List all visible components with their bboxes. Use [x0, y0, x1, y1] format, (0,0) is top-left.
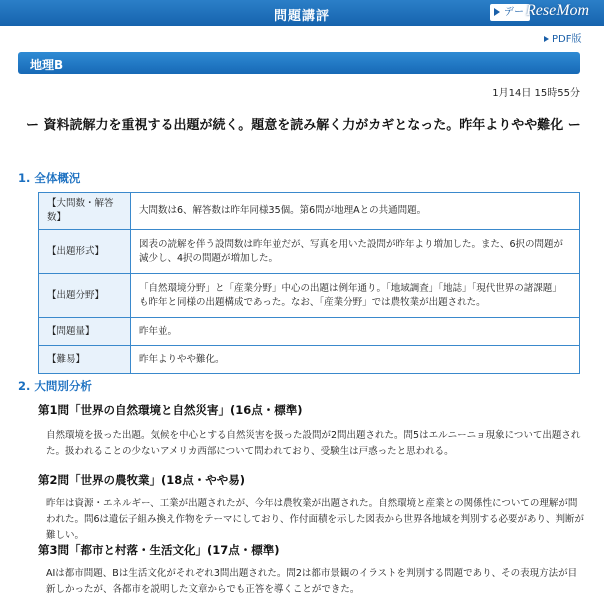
row-key: 【大問数・解答数】 [39, 193, 131, 230]
row-key: 【難易】 [39, 346, 131, 374]
question-body: AIは都市問題、Bは生活文化がそれぞれ3問出題された。問2は都市景観のイラストを判別する問題であり、その表現方法が目新しかったが、各都市を説明した文章からでも正答を導くことができた。 [46, 568, 578, 595]
row-key: 【出題分野】 [39, 274, 131, 318]
play-arrow-icon [494, 8, 500, 16]
row-value: 図表の読解を伴う設問数は昨年並だが、写真を用いた設問が昨年より増加した。また、6択の問題が減少し、4択の問題が増加した。 [131, 230, 580, 274]
question-title: 第1問「世界の自然環境と自然災害」(16点・標準) [38, 403, 303, 417]
analysis-heading: 2. 大問別分析 [18, 379, 92, 393]
section-header [18, 52, 580, 74]
timestamp: 1月14日 15時55分 [492, 88, 580, 99]
question-title: 第2問「世界の農牧業」(18点・やや易) [38, 473, 246, 487]
row-key: 【出題形式】 [39, 230, 131, 274]
data-button[interactable] [490, 4, 530, 21]
table-row [39, 193, 580, 230]
pdf-link-label: PDF版 [552, 34, 582, 45]
row-value: 大問数は6、解答数は昨年同様35個。第6問が地理Aとの共通問題。 [131, 193, 580, 230]
brand-logo[interactable]: ReseMom [526, 2, 590, 19]
question-title: 第3問「都市と村落・生活文化」(17点・標準) [38, 543, 280, 557]
row-key: 【問題量】 [39, 318, 131, 346]
top-header-bar [0, 0, 604, 26]
table-row [39, 346, 580, 374]
table-row [39, 274, 580, 318]
row-value: 昨年並。 [131, 318, 580, 346]
page-title: 問題講評 [273, 9, 330, 24]
headline: ー 資料読解力を重視する出題が続く。題意を読み解く力がカギとなった。昨年よりやや難化 ー [26, 118, 581, 133]
row-value: 昨年よりやや難化。 [131, 346, 580, 374]
question-body: 自然環境を扱った出題。気候を中心とする自然災害を扱った設問が2問出題された。問5はエルニーニョ現象について出題された。扱われることの少ないアメリカ西部について問われており、受験生は戸惑ったと思われる。 [46, 430, 581, 457]
overview-table [38, 192, 580, 374]
data-button-label: デー [504, 7, 524, 18]
arrow-right-icon [544, 36, 549, 42]
overview-heading: 1. 全体概況 [18, 171, 81, 185]
table-row [39, 318, 580, 346]
row-value: 「自然環境分野」と「産業分野」中心の出題は例年通り。「地域調査」「地誌」「現代世界の諸課題」も昨年と同様の出題構成であった。なお、「産業分野」では農牧業が出題された。 [131, 274, 580, 318]
section-title: 地理B [30, 58, 64, 72]
table-row [39, 230, 580, 274]
question-body: 昨年は資源・エネルギー、工業が出題されたが、今年は農牧業が出題された。自然環境と産業との関係性についての理解が問われた。問6は遺伝子組み換え作物をテーマにしており、作付面積を示した図表から世界各地域を判別する必要があり、判断が難しい。 [46, 498, 585, 541]
pdf-link[interactable] [544, 30, 581, 45]
